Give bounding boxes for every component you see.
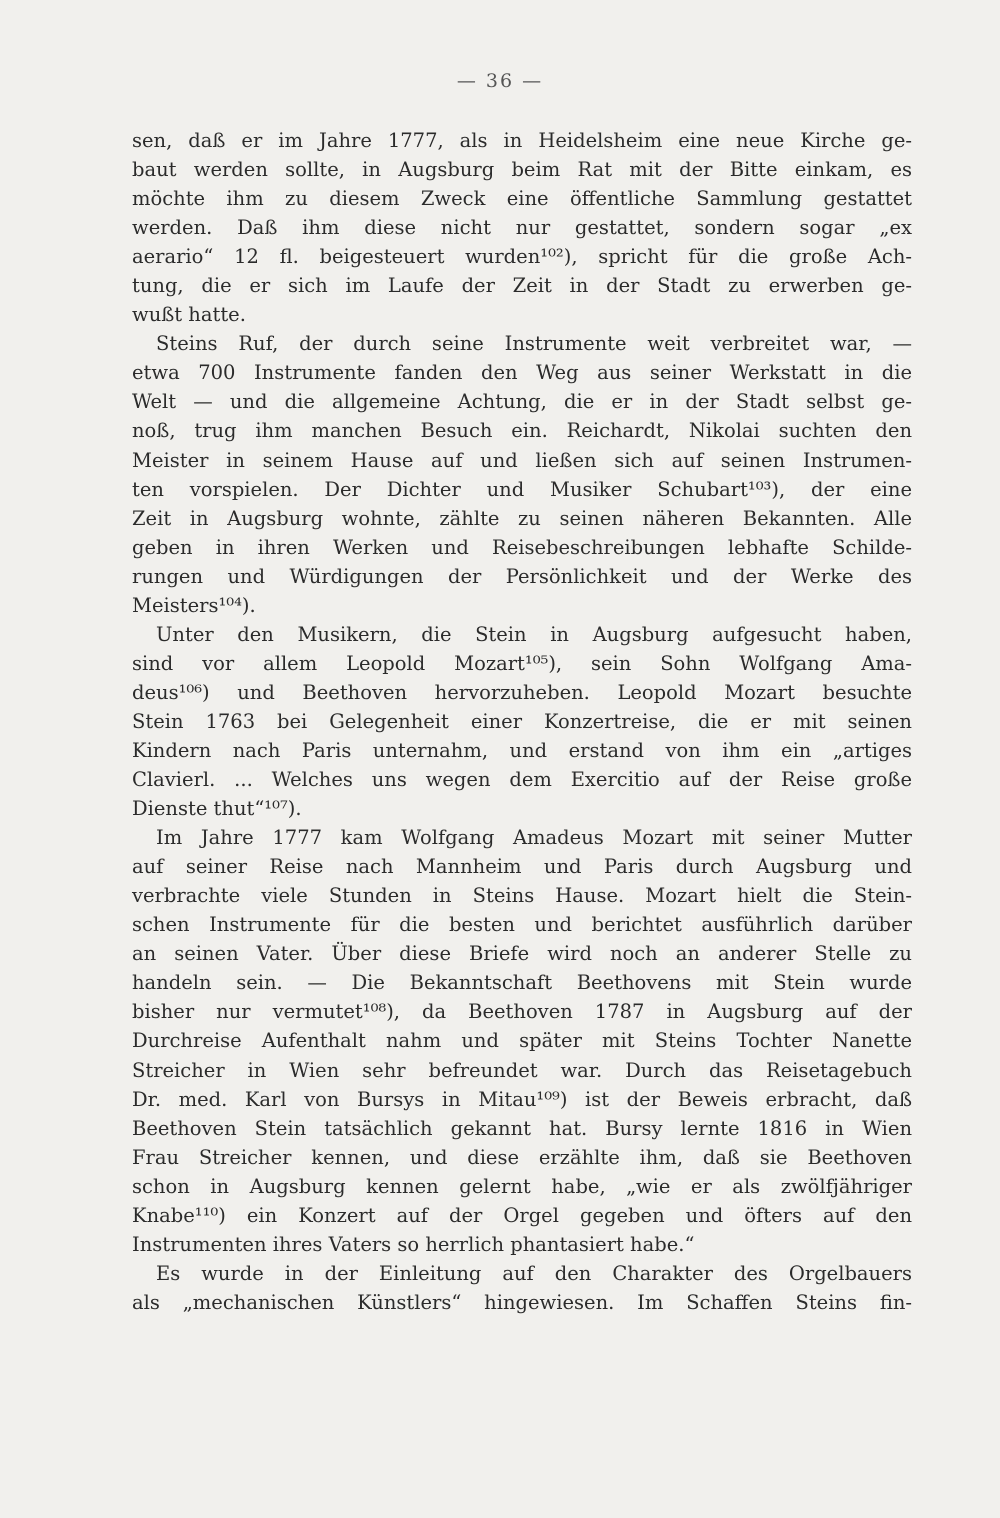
body-text <box>132 126 912 1317</box>
text-line: tung, die er sich im Laufe der Zeit in der Stadt zu erwerben ge- <box>132 274 912 298</box>
text-line: Stein 1763 bei Gelegenheit einer Konzertreise, die er mit seinen <box>132 709 912 733</box>
text-line: sind vor allem Leopold Mozart¹⁰⁵), sein Sohn Wolfgang Ama- <box>132 651 912 675</box>
text-line: rungen und Würdigungen der Persönlichkeit und der Werke des <box>132 564 912 588</box>
text-line: deus¹⁰⁶) und Beethoven hervorzuheben. Leopold Mozart besuchte <box>132 680 912 704</box>
text-line: verbrachte viele Stunden in Steins Hause. Mozart hielt die Stein- <box>132 884 912 908</box>
text-line: Dr. med. Karl von Bursys in Mitau¹⁰⁹) ist der Beweis erbracht, daß <box>132 1087 912 1111</box>
text-line: noß, trug ihm manchen Besuch ein. Reichardt, Nikolai suchten den <box>132 419 912 443</box>
page-number: — 36 — <box>456 70 544 92</box>
text-line: Beethoven Stein tatsächlich gekannt hat. Bursy lernte 1816 in Wien <box>132 1116 912 1140</box>
text-line: ten vorspielen. Der Dichter und Musiker Schubart¹⁰³), der eine <box>132 477 912 501</box>
text-line: bisher nur vermutet¹⁰⁸), da Beethoven 1787 in Augsburg auf der <box>132 1000 912 1024</box>
text-line: Meisters¹⁰⁴). <box>132 593 256 617</box>
text-line: geben in ihren Werken und Reisebeschreibungen lebhafte Schilde- <box>132 535 912 559</box>
text-line: auf seiner Reise nach Mannheim und Paris durch Augsburg und <box>132 855 912 879</box>
text-line: wußt hatte. <box>132 303 246 327</box>
text-line: werden. Daß ihm diese nicht nur gestattet, sondern sogar „ex <box>132 216 912 240</box>
text-line: an seinen Vater. Über diese Briefe wird noch an anderer Stelle zu <box>132 942 912 966</box>
text-line: sen, daß er im Jahre 1777, als in Heidelsheim eine neue Kirche ge- <box>132 129 912 152</box>
text-line: Zeit in Augsburg wohnte, zählte zu seinen näheren Bekannten. Alle <box>132 506 912 530</box>
text-line: schon in Augsburg kennen gelernt habe, „wie er als zwölfjähriger <box>132 1174 912 1198</box>
text-line: möchte ihm zu diesem Zweck eine öffentliche Sammlung gestattet <box>132 187 912 211</box>
text-line: Im Jahre 1777 kam Wolfgang Amadeus Mozart mit seiner Mutter <box>156 826 912 850</box>
text-line: schen Instrumente für die besten und berichtet ausführlich darüber <box>132 913 912 937</box>
text-line: baut werden sollte, in Augsburg beim Rat mit der Bitte einkam, es <box>132 158 912 182</box>
text-line: aerario“ 12 fl. beigesteuert wurden¹⁰²), spricht für die große Ach- <box>132 245 912 269</box>
text-line: etwa 700 Instrumente fanden den Weg aus seiner Werkstatt in die <box>132 361 912 385</box>
text-line: Dienste thut“¹⁰⁷). <box>132 797 302 821</box>
text-line: handeln sein. — Die Bekanntschaft Beethovens mit Stein wurde <box>132 971 912 995</box>
text-line: Welt — und die allgemeine Achtung, die er in der Stadt selbst ge- <box>132 390 912 414</box>
text-line: Knabe¹¹⁰) ein Konzert auf der Orgel gegeben und öfters auf den <box>132 1203 912 1227</box>
text-line: Steins Ruf, der durch seine Instrumente weit verbreitet war, — <box>156 332 912 356</box>
text-line: Clavierl. ... Welches uns wegen dem Exercitio auf der Reise große <box>132 768 912 792</box>
text-line: als „mechanischen Künstlers“ hingewiesen. Im Schaffen Steins fin- <box>132 1290 912 1314</box>
text-line: Unter den Musikern, die Stein in Augsburg aufgesucht haben, <box>156 622 912 646</box>
text-line: Streicher in Wien sehr befreundet war. Durch das Reisetagebuch <box>132 1058 912 1082</box>
text-line: Kindern nach Paris unternahm, und erstand von ihm ein „artiges <box>132 738 912 762</box>
text-line: Frau Streicher kennen, und diese erzählte ihm, daß sie Beethoven <box>132 1145 912 1169</box>
text-line: Durchreise Aufenthalt nahm und später mit Steins Tochter Nanette <box>132 1029 912 1053</box>
text-line: Meister in seinem Hause auf und ließen sich auf seinen Instrumen- <box>132 448 912 472</box>
text-line: Instrumenten ihres Vaters so herrlich phantasiert habe.“ <box>132 1232 695 1256</box>
text-line: Es wurde in der Einleitung auf den Charakter des Orgelbauers <box>156 1261 912 1285</box>
